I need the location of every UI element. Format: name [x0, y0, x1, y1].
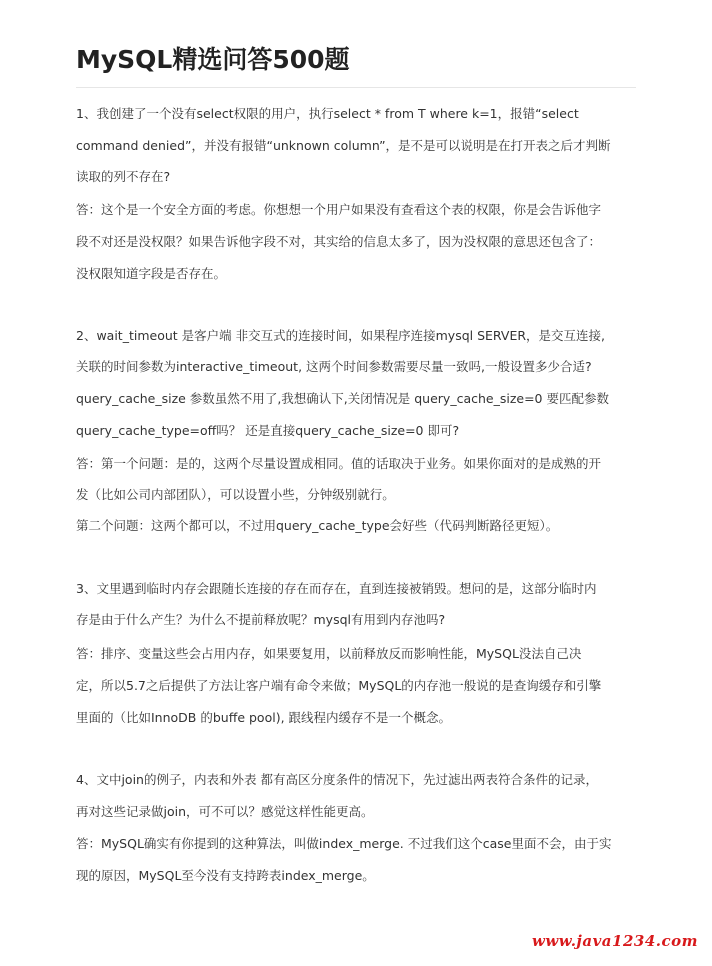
- q2-answer-line-3: 第二个问题：这两个都可以，不过用query_cache_type会好些（代码判断路径更短）。: [76, 518, 559, 533]
- q1-question-line-2: command denied”，并没有报错“unknown column”，是不是可以说明是在打开表之后才判断: [76, 138, 611, 153]
- q4-answer-line-2: 现的原因，MySQL至今没有支持跨表index_merge。: [76, 868, 375, 883]
- q1-answer-line-1: 答：这个是一个安全方面的考虑。你想想一个用户如果没有查看这个表的权限，你是会告诉他字: [76, 202, 602, 217]
- q2-question-line-3: query_cache_size 参数虽然不用了,我想确认下,关闭情况是 query_cache_size=0 要匹配参数: [76, 391, 609, 406]
- q3-answer-line-3: 里面的（比如InnoDB 的buffe pool), 跟线程内缓存不是一个概念。: [76, 710, 452, 725]
- q2-answer-line-1: 答：第一个问题：是的，这两个尽量设置成相同。值的话取决于业务。如果你面对的是成熟的开: [76, 456, 602, 471]
- q3-answer-line-2: 定，所以5.7之后提供了方法让客户端有命令来做；MySQL的内存池一般说的是查询缓存和引擎: [76, 678, 602, 693]
- page-title: MySQL精选问答500题: [76, 45, 350, 74]
- site-watermark: www.java1234.com: [531, 932, 698, 950]
- q4-question-line-2: 再对这些记录做join，可不可以？感觉这样性能更高。: [76, 804, 374, 819]
- q2-question-line-2: 关联的时间参数为interactive_timeout, 这两个时间参数需要尽量一致吗,一般设置多少合适?: [76, 359, 592, 374]
- q2-question-line-4: query_cache_type=off吗？ 还是直接query_cache_size=0 即可?: [76, 423, 460, 438]
- q1-answer-line-2: 段不对还是没权限？如果告诉他字段不对，其实给的信息太多了，因为没权限的意思还包含了：: [76, 234, 602, 249]
- q4-answer-line-1: 答：MySQL确实有你提到的这种算法，叫做index_merge. 不过我们这个case里面不会，由于实: [76, 836, 612, 851]
- q4-question-line-1: 4、文中join的例子，内表和外表 都有高区分度条件的情况下，先过滤出两表符合条件的记录，: [76, 772, 598, 787]
- q3-question-line-2: 存是由于什么产生？为什么不提前释放呢？mysql有用到内存池吗?: [76, 612, 446, 627]
- q3-answer-line-1: 答：排序、变量这些会占用内存，如果要复用，以前释放反而影响性能，MySQL没法自己决: [76, 646, 582, 661]
- q3-question-line-1: 3、文里遇到临时内存会跟随长连接的存在而存在，直到连接被销毁。想问的是，这部分临时内: [76, 581, 597, 596]
- q1-question-line-1: 1、我创建了一个没有select权限的用户，执行select * from T where k=1，报错“select: [76, 106, 579, 121]
- q1-answer-line-3: 没权限知道字段是否存在。: [76, 266, 227, 281]
- q1-question-line-3: 读取的列不存在?: [76, 169, 171, 184]
- q2-question-line-1: 2、wait_timeout 是客户端 非交互式的连接时间，如果程序连接mysql SERVER，是交互连接,: [76, 328, 606, 343]
- title-divider: [76, 87, 636, 88]
- q2-answer-line-2: 发（比如公司内部团队），可以设置小些，分钟级别就行。: [76, 487, 395, 502]
